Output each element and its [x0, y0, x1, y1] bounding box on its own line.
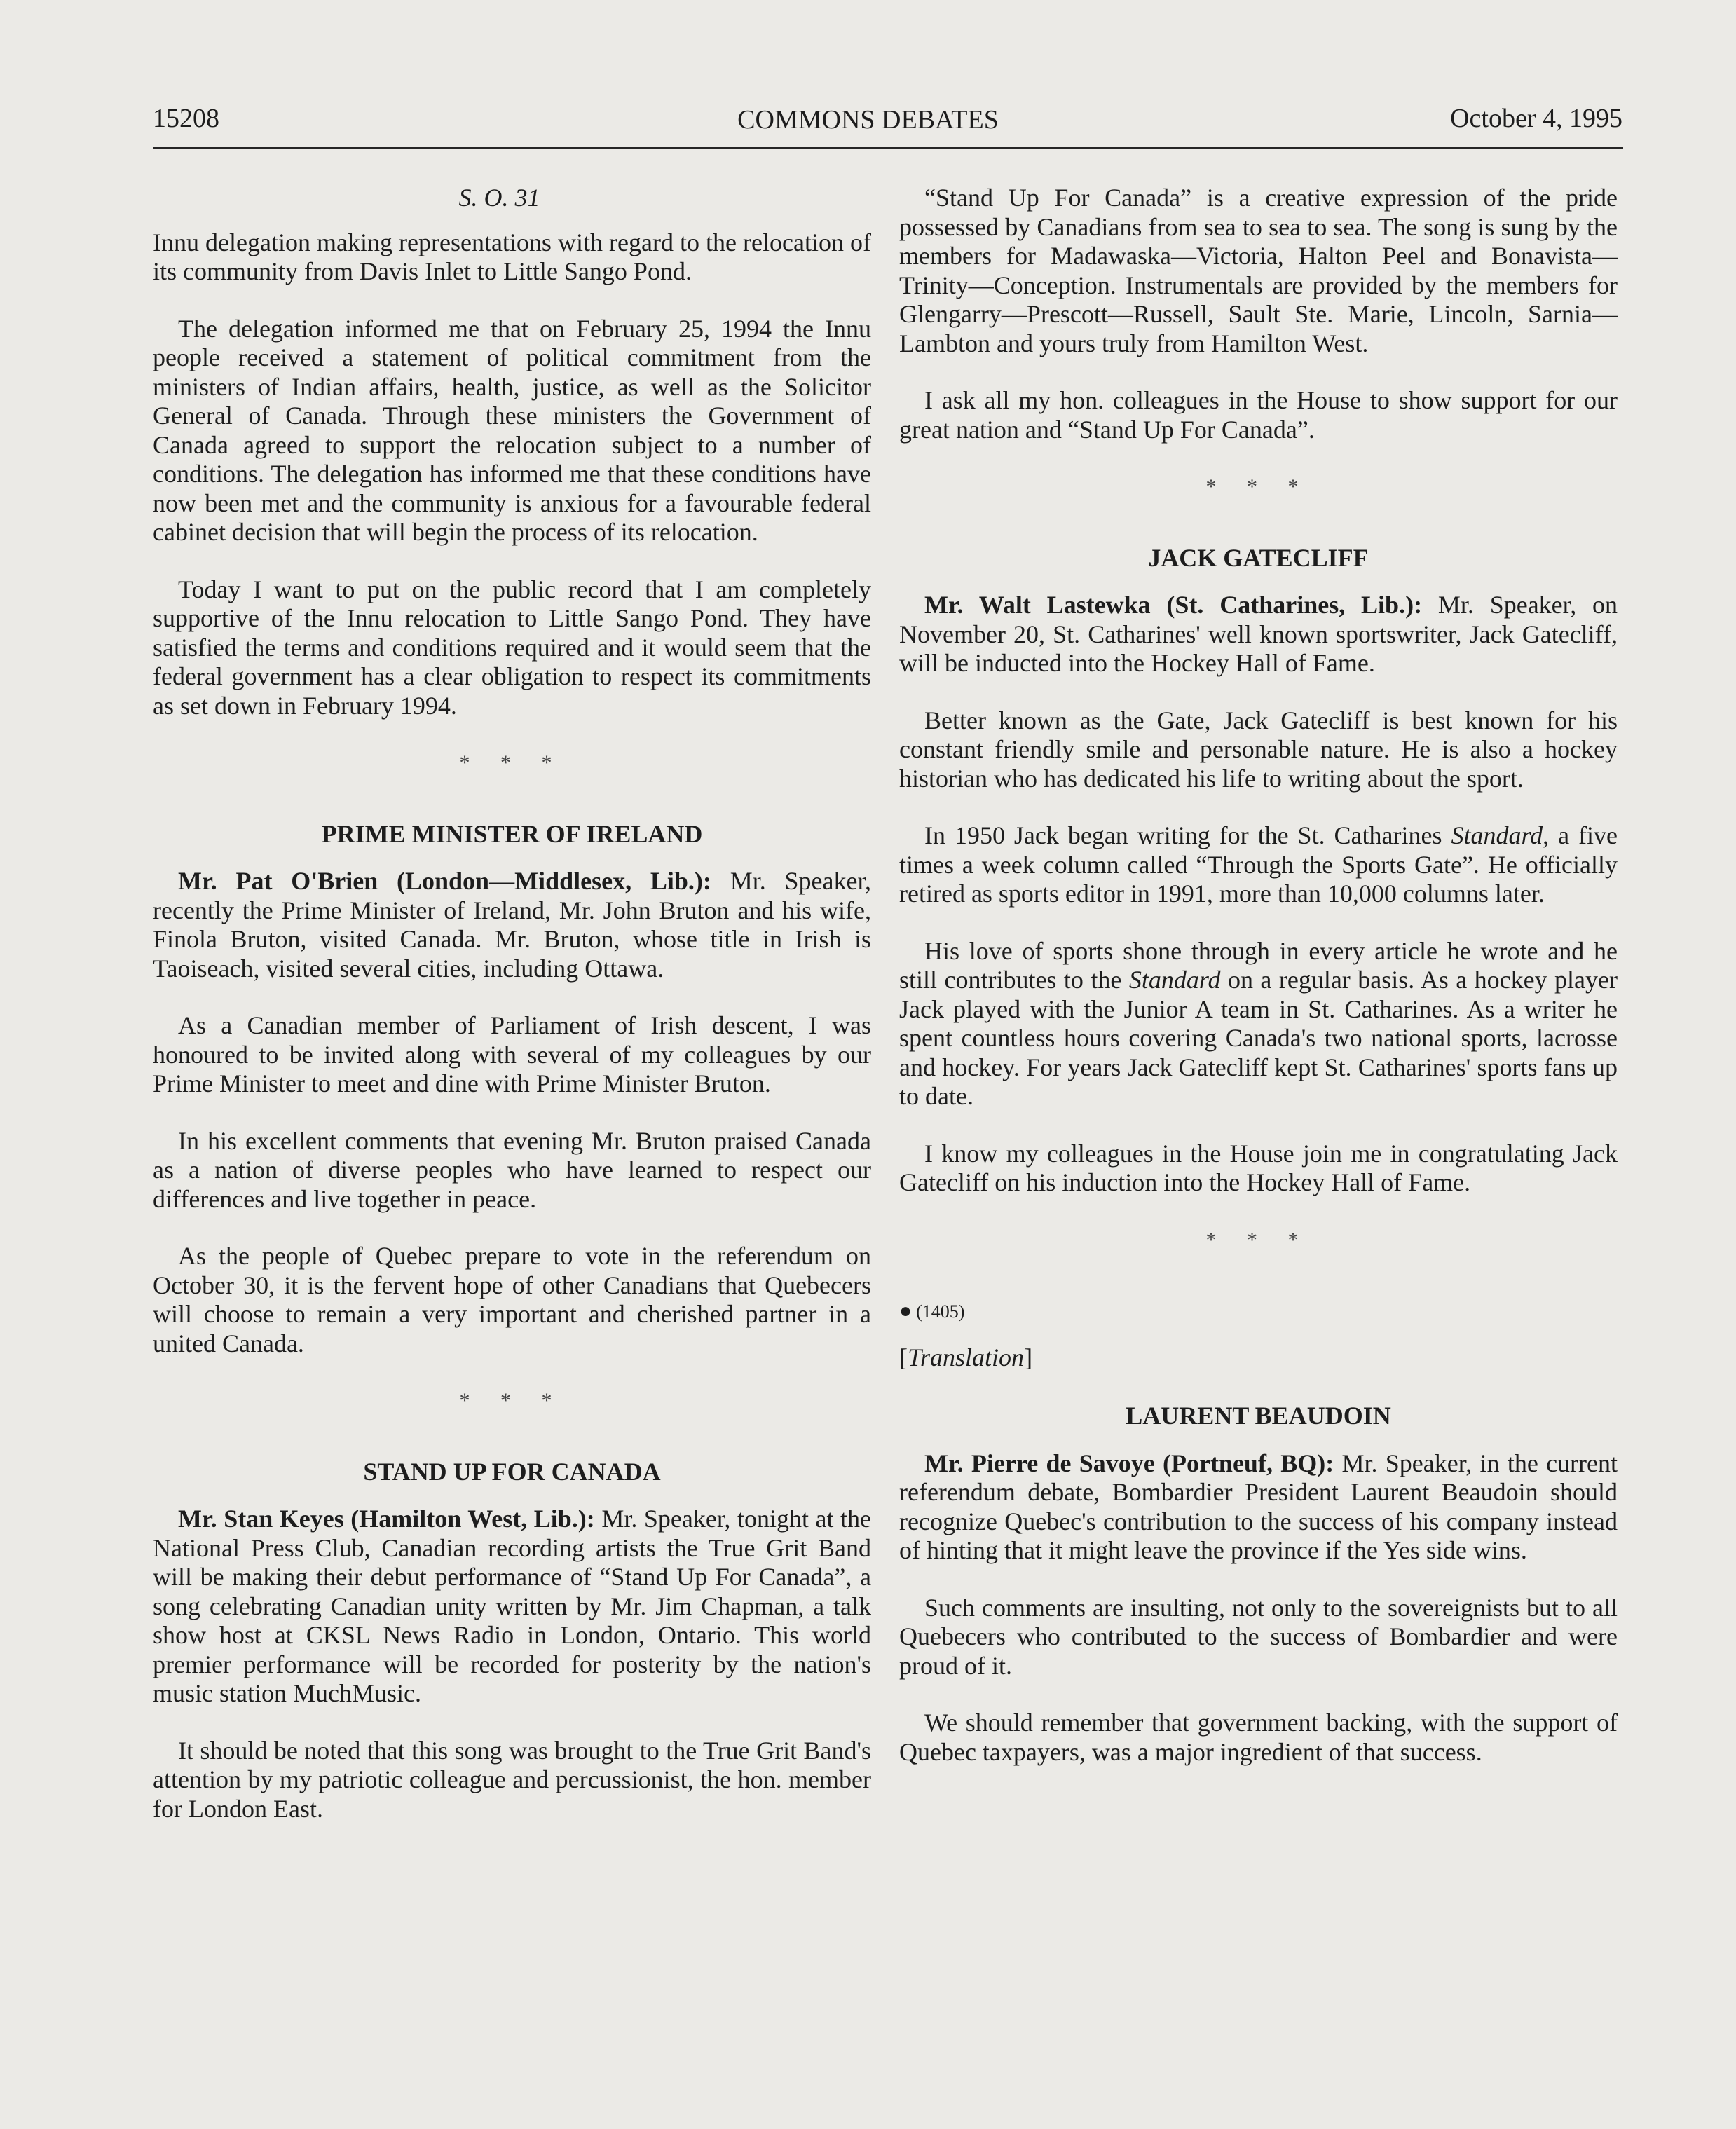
paragraph: The delegation informed me that on February 25, 1994 the Innu people received a statement of political commitment from the ministers of Indian affairs, health, justice, as well as the Solicitor General of Canada. Through these ministers the Government of Canada agreed to support the relocation subject to a number of conditions. The delegation has informed me that these conditions have now been met and the community is anxious for a favourable federal cabinet decision that will begin the process of its relocation.: [153, 314, 871, 546]
paragraph: Today I want to put on the public record that I am completely supportive of the Innu relocation to Little Sango Pond. They have satisfied the terms and conditions required and it would seem that the federal government has a clear obligation to respect its commitments as set down in February 1994.: [153, 575, 871, 720]
paragraph: Such comments are insulting, not only to the sovereignists but to all Quebecers who contributed to the success of Bombardier and were proud of it.: [899, 1593, 1618, 1680]
publication-title: COMMONS DEBATES: [737, 105, 999, 135]
paragraph-text: , a five times a week column called “Through the Sports Gate”. He officially retired as sports editor in 1991, more than 10,000 columns later.: [899, 821, 1618, 908]
paragraph-text: His love of sports shone through in every article he wrote and he still contributes to the: [899, 936, 1618, 994]
paragraph: [899, 937, 1618, 1111]
paragraph: I ask all my hon. colleagues in the House to show support for our great nation and “Stand Up For Canada”.: [899, 386, 1618, 444]
section-separator: * * *: [459, 1389, 565, 1412]
section-separator: * * *: [1205, 475, 1311, 498]
paragraph-text: Mr. Speaker, in the current referendum debate, Bombardier President Laurent Beaudoin should recognize Quebec's contribution to the success of his company instead of hinting that it might leave the province if the Yes side wins.: [899, 1449, 1618, 1564]
paragraph: [153, 1505, 871, 1709]
standing-order-label: S. O. 31: [458, 184, 540, 212]
translation-label: Translation: [908, 1343, 1025, 1371]
left-column: [153, 184, 871, 1851]
translation-note: [899, 1343, 1618, 1373]
speaker-name: Mr. Pierre de Savoye (Portneuf, BQ):: [924, 1449, 1334, 1477]
paragraph: I know my colleagues in the House join me in congratulating Jack Gatecliff on his induction into the Hockey Hall of Fame.: [899, 1139, 1618, 1196]
section-separator: * * *: [1205, 1228, 1311, 1252]
paragraph: In his excellent comments that evening Mr. Bruton praised Canada as a nation of diverse peoples who have learned to respect our differences and live together in peace.: [153, 1126, 871, 1213]
paragraph: [899, 591, 1618, 678]
page-number: 15208: [153, 104, 219, 133]
paragraph-text: In 1950 Jack began writing for the St. Catharines: [924, 821, 1451, 849]
section-heading: PRIME MINISTER OF IRELAND: [321, 819, 703, 848]
paragraph: Better known as the Gate, Jack Gatecliff is best known for his constant friendly smile and personable nature. He is also a hockey historian who has dedicated his life to writing about the sport.: [899, 706, 1618, 793]
paragraph: [899, 821, 1618, 909]
section-heading: STAND UP FOR CANADA: [363, 1457, 661, 1486]
paragraph: [153, 867, 871, 983]
newspaper-title: Standard: [1451, 821, 1543, 849]
paragraph: [899, 1449, 1618, 1566]
time-marker: [899, 1296, 1618, 1327]
paragraph-text: Mr. Speaker, recently the Prime Minister of Ireland, Mr. John Bruton and his wife, Finola Bruton, visited Canada. Mr. Bruton, whose title in Irish is Taoiseach, visited several cities, including Ottawa.: [153, 867, 871, 983]
speaker-name: Mr. Pat O'Brien (London—Middlesex, Lib.):: [178, 867, 711, 895]
section-heading: LAURENT BEAUDOIN: [1126, 1402, 1391, 1430]
paragraph: We should remember that government backing, with the support of Quebec taxpayers, was a major ingredient of that success.: [899, 1709, 1618, 1766]
speaker-name: Mr. Stan Keyes (Hamilton West, Lib.):: [178, 1505, 595, 1533]
right-column: [899, 184, 1618, 1795]
paragraph: As the people of Quebec prepare to vote in the referendum on October 30, it is the fervent hope of other Canadians that Quebecers will choose to remain a very important and cherished partner in a united Canada.: [153, 1242, 871, 1357]
paragraph: Innu delegation making representations with regard to the relocation of its community from Davis Inlet to Little Sango Pond.: [153, 228, 871, 285]
speaker-name: Mr. Walt Lastewka (St. Catharines, Lib.):: [924, 591, 1423, 619]
paragraph-text: on a regular basis. As a hockey player Jack played with the Junior A team in St. Catharines. As a writer he spent countless hours covering Canada's two national sports, lacrosse and hockey. For years Jack Gatecliff kept St. Catharines' sports fans up to date.: [899, 966, 1618, 1110]
section-separator: * * *: [459, 751, 565, 774]
bullet-icon: ●: [899, 1299, 913, 1322]
paragraph: “Stand Up For Canada” is a creative expression of the pride possessed by Canadians from sea to sea to sea. The song is sung by the members for Madawaska—Victoria, Halton Peel and Bonavista—Trinity—Conception. Instrumentals are provided by the members for Glengarry—Prescott—Russell, Sault Ste. Marie, Lincoln, Sarnia—Lambton and yours truly from Hamilton West.: [899, 184, 1618, 357]
publication-date: October 4, 1995: [1450, 104, 1622, 133]
paragraph-text: Mr. Speaker, on November 20, St. Catharines' well known sportswriter, Jack Gatecliff, will be inducted into the Hockey Hall of Fame.: [899, 591, 1618, 677]
time-marker-text: (1405): [916, 1301, 965, 1322]
newspaper-title: Standard: [1128, 966, 1221, 994]
paragraph: As a Canadian member of Parliament of Irish descent, I was honoured to be invited along with several of my colleagues by our Prime Minister to meet and dine with Prime Minister Bruton.: [153, 1011, 871, 1097]
paragraph-text: Mr. Speaker, tonight at the National Press Club, Canadian recording artists the True Grit Band will be making their debut performance of “Stand Up For Canada”, a song celebrating Canadian unity written by Mr. Jim Chapman, a talk show host at CKSL News Radio in London, Ontario. This world premier performance will be recorded for posterity by the nation's music station MuchMusic.: [153, 1505, 872, 1707]
header-rule: [153, 147, 1623, 149]
bracket-open: [: [899, 1343, 908, 1371]
bracket-close: ]: [1024, 1343, 1033, 1371]
section-heading: JACK GATECLIFF: [1148, 543, 1369, 572]
paragraph: It should be noted that this song was brought to the True Grit Band's attention by my patriotic colleague and percussionist, the hon. member for London East.: [153, 1736, 871, 1823]
